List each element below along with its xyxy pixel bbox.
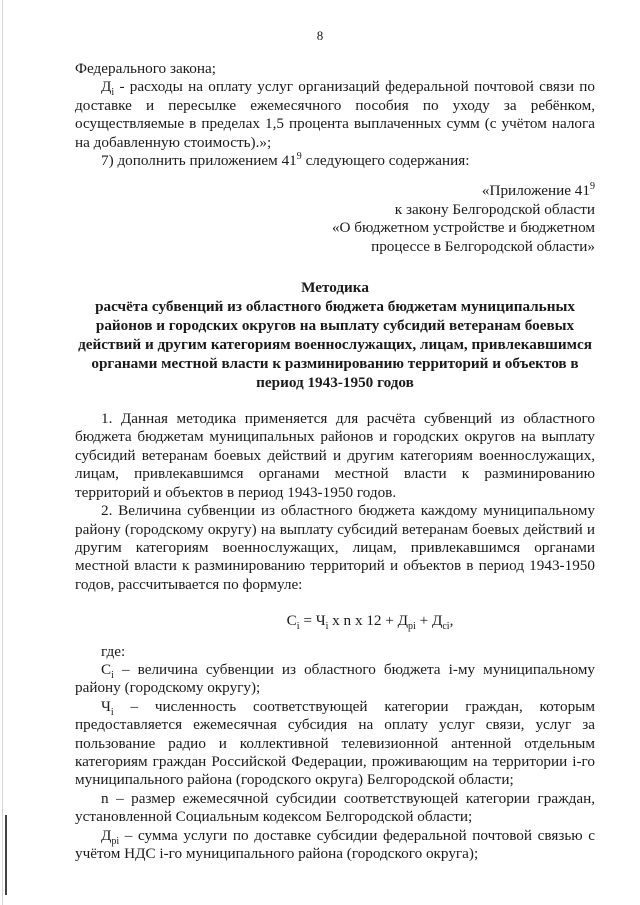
definition-dp-text: – сумма услуги по доставке субсидии федеральной почтовой связью с учётом НДС i-го муниципального района (городского округа); bbox=[75, 826, 595, 862]
definition-c-sub: i bbox=[111, 669, 114, 681]
scan-edge-line bbox=[2, 0, 3, 905]
appendix-header bbox=[75, 182, 595, 256]
appendix-superscript: 9 bbox=[590, 181, 595, 193]
formula-dp-sub: pi bbox=[408, 621, 416, 633]
scan-margin-mark bbox=[5, 815, 7, 895]
item-7-text-end: следующего содержания: bbox=[301, 152, 470, 170]
definition-dp-symbol: Д bbox=[101, 826, 112, 844]
section-2: 2. Величина субвенции из областного бюджета каждому муниципальному району (городскому округу) на выплату субсидий ветеранам боевых действий и другим категориям военнослужащих, лицам, привлекавшимся органами местной власти к разминированию территорий и объектов в период 1943-1950 годов, рассчитывается по формуле: bbox=[75, 502, 595, 593]
definition-ch bbox=[75, 698, 595, 790]
definition-ch-symbol: Ч bbox=[101, 697, 111, 715]
item-7 bbox=[75, 152, 595, 170]
formula-dc-sub: ci bbox=[442, 621, 450, 633]
definition-c bbox=[75, 661, 595, 698]
d-definition bbox=[75, 78, 595, 152]
formula-c-sub: i bbox=[296, 621, 300, 633]
definition-c-text: – величина субвенции из областного бюджета i-му муниципальному району (городскому округу); bbox=[75, 660, 595, 697]
definition-dp bbox=[75, 827, 595, 864]
definition-c-symbol: C bbox=[101, 660, 112, 678]
definition-dp-sub: pi bbox=[111, 835, 120, 847]
item-7-text: 7) дополнить приложением 41 bbox=[101, 152, 297, 170]
methodology-heading: Методика bbox=[301, 279, 369, 297]
section-1: 1. Данная методика применяется для расчёта субвенций из областного бюджета бюджетам муниципальных районов и городских округов на выплату субсидий ветеранам боевых действий и другим категориям военнослужащих, лицам, привлекавшимся органами местной власти к разминированию территорий и объектов в период 1943-1950 годов. bbox=[75, 410, 595, 501]
appendix-line-3: «О бюджетном устройстве и бюджетном bbox=[331, 219, 595, 237]
formula-end: , bbox=[449, 612, 454, 630]
formula-c: C bbox=[286, 612, 297, 630]
page-number: 8 bbox=[316, 28, 324, 43]
d-symbol: Д bbox=[101, 78, 112, 96]
appendix-line-1 bbox=[75, 182, 595, 200]
where-label: где: bbox=[101, 642, 126, 660]
formula-plus: + Д bbox=[415, 612, 443, 630]
methodology-title bbox=[75, 278, 595, 392]
document-body bbox=[75, 60, 595, 863]
formula bbox=[145, 612, 595, 633]
formula-mid: х n х 12 + Д bbox=[328, 612, 409, 630]
appendix-title: «Приложение 41 bbox=[481, 182, 590, 200]
definition-ch-text: – численность соответствующей категории граждан, которым предоставляется ежемесячная субсидия на оплату услуг связи, услуг за пользование радио и коллективной телевизионной антенной отдельным категориям граждан Российской Федерации, проживающим на территории i-го муниципального района (городского округа) Белгородской области; bbox=[75, 697, 595, 789]
formula-ch: = Ч bbox=[299, 612, 326, 630]
fed-law-line: Федерального закона; bbox=[75, 60, 216, 77]
formula-ch-sub: i bbox=[325, 621, 329, 633]
d-definition-text: - расходы на оплату услуг организаций федеральной почтовой связи по доставке и пересылке ежемесячного пособия по уходу за ребёнком, осуществляемые в пределах 1,5 процента выплаченных сумм (с учётом налога на добавленную стоимость).»; bbox=[75, 78, 595, 151]
appendix-line-2: к закону Белгородской области bbox=[394, 200, 595, 218]
methodology-subtitle: расчёта субвенций из областного бюджета бюджетам муниципальных районов и городских округов на выплату субсидий ветеранам боевых действий и другим категориям военнослужащих, лицам, привлекавшимся органами местной власти к разминированию территорий и объектов в период 1943-1950 годов bbox=[78, 298, 592, 392]
definition-ch-sub: i bbox=[110, 706, 114, 718]
d-subscript: i bbox=[111, 87, 115, 99]
appendix-line-4: процессе в Белгородской области» bbox=[371, 237, 595, 255]
item-7-superscript: 9 bbox=[296, 150, 302, 162]
definition-n: n – размер ежемесячной субсидии соответствующей категории граждан, установленной Социальным кодексом Белгородской области; bbox=[75, 789, 595, 826]
